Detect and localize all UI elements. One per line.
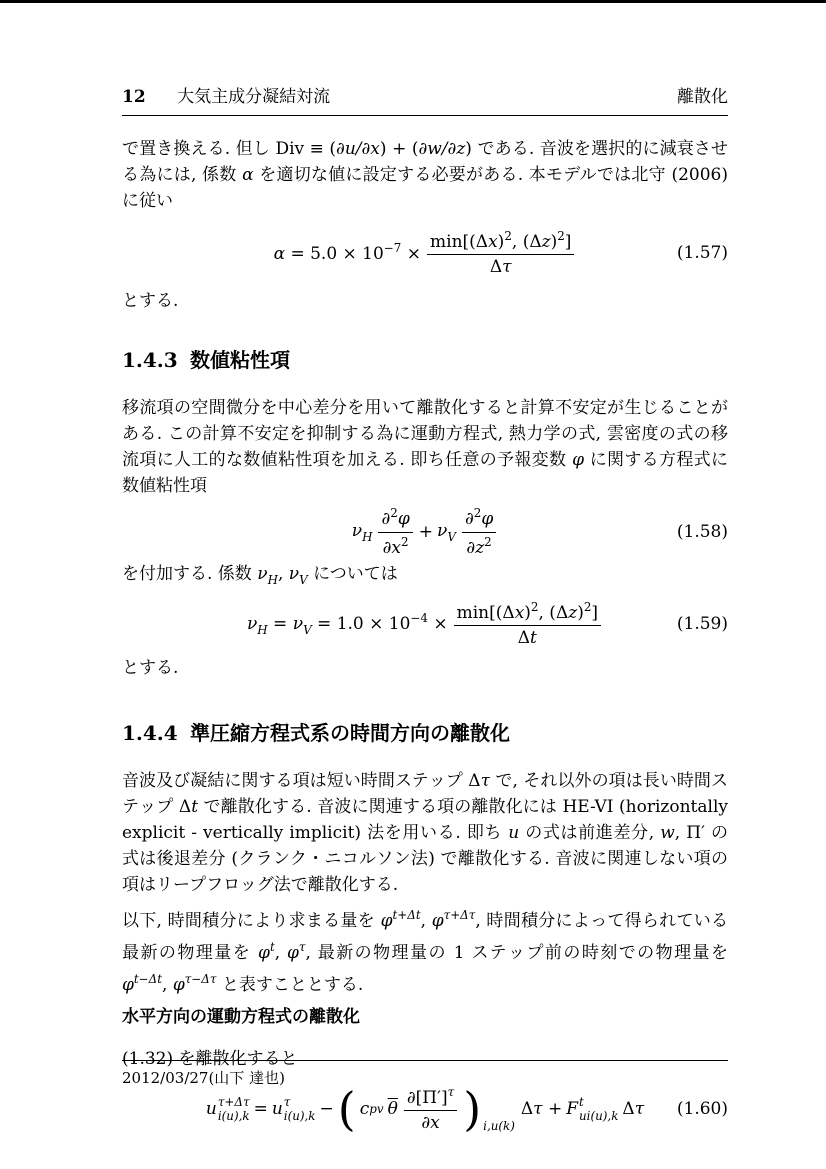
eq160-minus-sign: − bbox=[319, 1099, 334, 1120]
equation-1-58 bbox=[122, 505, 728, 559]
eq159-fraction-numerator: $\min[(\Delta x)^2$, $(\Delta z)^2$] bbox=[456, 599, 599, 623]
eq157-fraction bbox=[427, 229, 574, 277]
paragraph-discretize-132: (1.32) を離散化すると bbox=[122, 1049, 298, 1070]
equation-1-57 bbox=[122, 226, 728, 280]
paragraph-time-discretization: 音波及び凝結に関する項は短い時間ステップ Δτ で, それ以外の項は長い時間ステップ Δt で離散化する. 音波に関連する項の離散化には HE-VI (horizontally explicit - vertically implicit) 法を用いる. 即ち u の式は前進差分, w, Π′ の式は後退差分 (クランク・ニコルソン法) で離散化する. 音波に関連しない項の項はリープフロッグ法で離散化する. bbox=[122, 770, 728, 895]
eq160-fraction bbox=[404, 1085, 457, 1133]
eq158-fraction-2 bbox=[462, 506, 496, 557]
eq160-trailing-delta-tau: Δτ bbox=[622, 1099, 645, 1120]
eq160-delta-tau-plus: Δτ + bbox=[520, 1099, 563, 1120]
header-chapter-title: 大気主成分凝結対流 bbox=[177, 87, 331, 107]
equation-1-59 bbox=[122, 597, 728, 651]
equation-number-1-58: (1.58) bbox=[676, 522, 728, 542]
equation-number-1-59: (1.59) bbox=[676, 613, 728, 634]
footer-date-author: 2012/03/27(山下 達也) bbox=[122, 1069, 285, 1087]
eq160-theta-bar: $\overline{\theta}$ bbox=[387, 1099, 398, 1120]
eq160-paren-subscript: i,u(k) bbox=[483, 1119, 515, 1134]
header-section-title: 離散化 bbox=[677, 87, 728, 107]
eq160-cpv: c pv bbox=[359, 1099, 384, 1120]
equation-1-60: u τ+Δτ i(u),k = u τ i(u),k − ( c pv $\overline{\theta}$ $\frac{\partial[\Pi']^\tau}{\partial x}$ ) i,u(k) Δτ + F t ui(u),k Δτ (1.60) bbox=[205, 1082, 728, 1137]
paragraph-tosuru-1: とする. bbox=[122, 291, 179, 311]
page-header bbox=[122, 86, 728, 116]
paragraph-tosuru-2: とする. bbox=[122, 657, 179, 678]
subsection-heading-horizontal-momentum: 水平方向の運動方程式の離散化 bbox=[122, 1007, 360, 1028]
fraction-bar bbox=[378, 532, 412, 533]
eq157-fraction-denominator: Δτ bbox=[489, 257, 512, 278]
eq157-fraction-numerator: $\min[(\Delta x)^2$, $(\Delta z)^2$] bbox=[430, 228, 572, 253]
section-number: 1.4.3 bbox=[122, 348, 178, 372]
eq160-F-supsub bbox=[579, 1095, 618, 1124]
eq160-u-term-new bbox=[206, 1095, 250, 1124]
eq160-u1-base: u bbox=[205, 1099, 217, 1120]
section-heading-1-4-4 bbox=[122, 717, 728, 746]
section-heading-1-4-3 bbox=[122, 344, 728, 373]
eq158-fraction-1-numerator: ∂$^2$φ bbox=[381, 506, 410, 530]
eq158-coef-1: $\nu_H$ bbox=[351, 520, 373, 544]
eq160-u2-sup: τ bbox=[283, 1094, 291, 1109]
eq160-fraction-denominator: ∂x bbox=[421, 1113, 440, 1134]
eq160-F-sup: t bbox=[579, 1094, 584, 1109]
eq158-fraction-1 bbox=[378, 506, 412, 557]
eq160-u2-sub: i(u),k bbox=[283, 1109, 316, 1124]
eq160-forcing-term bbox=[566, 1095, 618, 1124]
eq158-fraction-1-denominator: $\partial x^2$ bbox=[382, 534, 409, 558]
fraction-bar bbox=[454, 625, 601, 626]
eq160-u-term-old bbox=[272, 1095, 316, 1124]
eq160-equals-sign: = bbox=[253, 1099, 268, 1120]
eq159-fraction-denominator: Δt bbox=[517, 627, 537, 648]
section-number: 1.4.4 bbox=[122, 720, 178, 745]
page-number: 12 bbox=[122, 87, 146, 107]
paragraph-coefficients: を付加する. 係数 $\nu_H$, $\nu_V$ については bbox=[122, 564, 398, 587]
eq158-fraction-2-denominator: $\partial z^2$ bbox=[466, 534, 492, 558]
page-footer bbox=[122, 1060, 728, 1088]
equation-number-1-60: (1.60) bbox=[676, 1099, 728, 1120]
eq160-u2-supsub bbox=[284, 1095, 316, 1124]
equation-number-1-57: (1.57) bbox=[676, 243, 728, 263]
eq158-plus-sign: + bbox=[418, 522, 434, 542]
eq160-fraction-numerator: $\partial[\Pi']^\tau$ bbox=[406, 1085, 455, 1109]
fraction-bar bbox=[462, 532, 496, 533]
paragraph-divergence-damping: で置き換える. 但し Div ≡ (∂u/∂x) + (∂w/∂z) である. 音波を選択的に減衰させる為には, 係数 α を適切な値に設定する必要がある. 本モデルでは北守 (2006) に従い bbox=[122, 139, 728, 211]
eq160-F-base: F bbox=[566, 1099, 579, 1120]
paragraph-numerical-viscosity: 移流項の空間微分を中心差分を用いて離散化すると計算不安定が生じることがある. この計算不安定を抑制する為に運動方程式, 熱力学の式, 雲密度の式の移流項に人工的な数値粘性項を加える. 即ち任意の予報変数 φ に関する方程式に数値粘性項 bbox=[122, 398, 728, 496]
eq159-fraction bbox=[454, 600, 601, 648]
eq158-fraction-2-numerator: ∂$^2$φ bbox=[464, 506, 494, 530]
page-top-border bbox=[0, 0, 826, 3]
fraction-bar bbox=[404, 1110, 457, 1111]
eq159-lhs: $\nu_H = \nu_V = 1.0 \times 10^{-4}$ × bbox=[246, 610, 448, 637]
section-title: 数値粘性項 bbox=[190, 348, 290, 372]
section-title: 準圧縮方程式系の時間方向の離散化 bbox=[190, 720, 510, 745]
fraction-bar bbox=[427, 254, 574, 255]
eq160-u1-sub: i(u),k bbox=[217, 1109, 250, 1124]
eq160-u1-supsub bbox=[218, 1095, 250, 1124]
eq160-u1-sup: τ+Δτ bbox=[217, 1094, 250, 1109]
eq160-u2-base: u bbox=[271, 1099, 283, 1120]
eq157-lhs: $\alpha = 5.0 \times 10^{-7}$ × bbox=[273, 241, 422, 265]
header-left bbox=[122, 86, 330, 108]
eq158-coef-2: $\nu_V$ bbox=[437, 520, 456, 544]
paragraph-notation: 以下, 時間積分により求まる量を $\varphi^{t+\Delta t}$, $\varphi^{\tau+\Delta\tau}$, 時間積分によって得られている最新の物理量を $\varphi^t$, $\varphi^\tau$, 最新の物理量の 1 ステップ前の時刻での物理量を $\varphi^{t-\Delta t}$, $\varphi^{\tau-\Delta\tau}$ と表すこととする. bbox=[122, 907, 728, 996]
eq160-F-sub: ui(u),k bbox=[579, 1109, 619, 1124]
